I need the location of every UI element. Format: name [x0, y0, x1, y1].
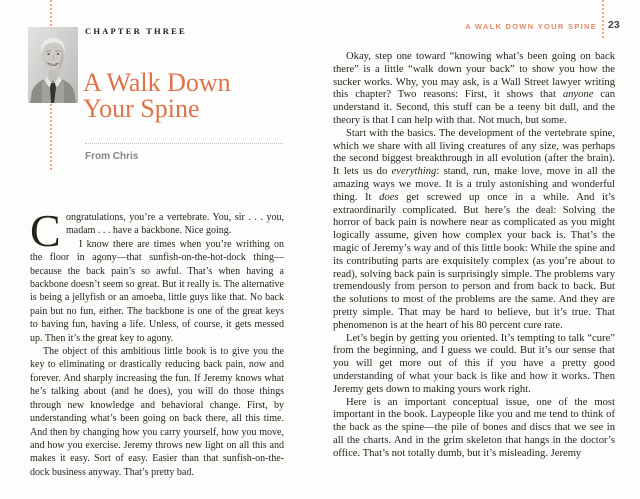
chapter-title-line1: A Walk Down	[83, 68, 231, 97]
left-page-body	[30, 205, 284, 479]
author-photo-illustration	[28, 27, 78, 103]
author-photo	[28, 27, 78, 103]
chapter-label: CHAPTER THREE	[85, 26, 187, 36]
body-paragraph: Start with the basics. The development of the vertebrate spine, which we share with all living creatures of any size, was perhaps the second biggest breakthrough in all evolution (after the brain). It lets us do everything: stand, run, make love, move in all the amazing ways we move. It is a truly astonishing and wonderful thing. It does get screwed up once in a while. And it’s extraordinarily complicated. But here’s the deal: Solving the horror of back pain is nowhere near as complicated as you might logically assume, given how complex your back is. That’s the magic of Jeremy’s way and of this little book: While the spine and its contributing parts are exquisitely complex (as you’re about to read), solving back pain is surprisingly simple. The problems vary tremendously from person to person and from back to back. But the solutions to most of the problems are the same. And they are pretty simple. That may be hard to believe, but it’s true. That phenomenon is at the heart of his 80 percent cure rate.	[333, 127, 616, 331]
folio-dotted-rule	[602, 0, 604, 38]
chapter-title-line2: Your Spine	[83, 93, 200, 123]
chapter-title	[83, 70, 313, 121]
body-paragraph: Okay, step one toward “knowing what’s been going on back there” is a little “walk down your back” to show you how the sucker works. Why, you may ask, is a Wall Street lawyer writing this chapter? Two reasons: First, it shows that anyone can understand it. Second, this stuff can be a teeny bit dull, and the theory is that I can help with that. Not much, but some.	[333, 51, 615, 126]
paragraph-text: ongratulations, you’re a vertebrate. You, sir . . . you, madam . . . have a backbone. Nice going.	[66, 212, 284, 237]
body-paragraph	[30, 205, 284, 256]
body-paragraph: Let’s begin by getting you oriented. It’s tempting to talk “cure” from the beginning, and I guess we could. But it’s our sense that you will get more out of this if you have a pretty good understanding of what your back is like and how it works. Then Jeremy gets down to making yours work right.	[333, 332, 615, 395]
running-head: A WALK DOWN YOUR SPINE	[465, 22, 597, 31]
byline: From Chris	[85, 151, 139, 162]
page-number: 23	[608, 19, 620, 31]
body-paragraph: I know there are times when you’re writhing on the floor in agony—that sunfish-on-the-hot-dock thing—because the back pain’s so awful. That’s when having a backbone doesn’t seem so great. But it really is. The alternative is being a jellyfish or an amoeba, little guys like that. No back pain but no fun, either. The backbone is one of the great keys to having fun, having a life. Unless, of course, it gets messed up. Then it’s the great key to agony.	[30, 238, 284, 344]
drop-cap: C	[30, 205, 61, 256]
body-paragraph: Here is an important conceptual issue, one of the most important in the book. Laypeople like you and me tend to think of the back as the spine—the pile of bones and discs that we see in all the charts. And in the grim skeleton that hangs in the doctor’s office. That’s not totally dumb, but it’s misleading. Jeremy	[333, 396, 615, 459]
right-page-body	[333, 51, 615, 461]
byline-dotted-rule	[85, 143, 283, 144]
body-paragraph: The object of this ambitious little book is to give you the key to eliminating or drastically reducing back pain, now and forever. And sharply increasing the fun. If Jeremy knows what he’s talking about (and he does), you will do those things through new knowledge and behavioral change. First, by understanding what’s been going on back there, all this time. And then by changing how you carry yourself, how you move, and how you exercise. Jeremy throws new light on all this and makes it easy. Sort of easy. Easier than that sunfish-on-the-dock business anyway. That’s pretty bad.	[30, 346, 284, 478]
